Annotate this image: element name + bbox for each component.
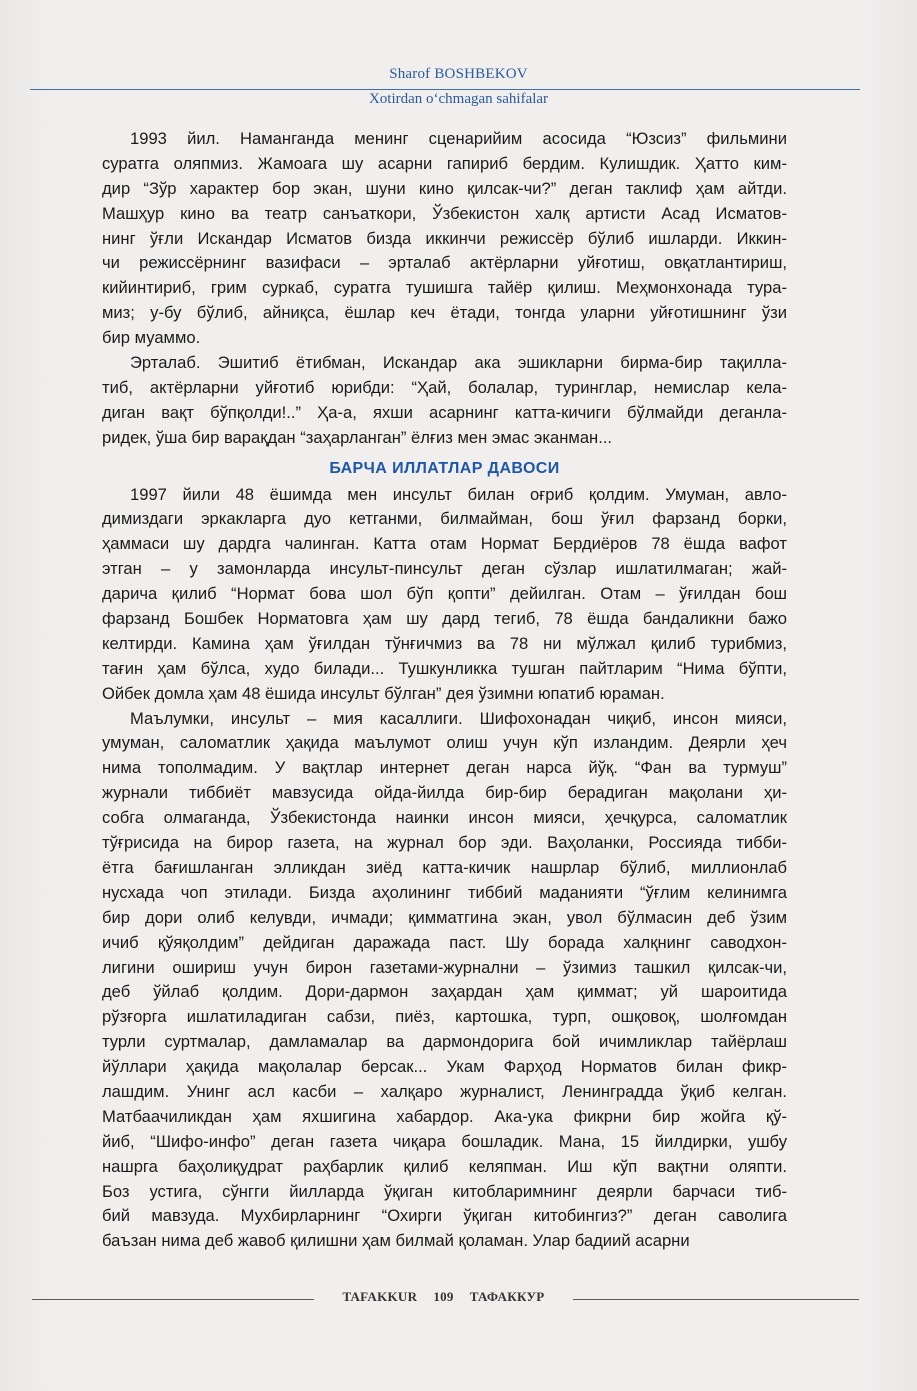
text-line: бир муаммо. bbox=[102, 328, 201, 348]
text-line: Эрталаб. Эшитиб ётибман, Искандар ака эшикларни бирма-бир тақилла- bbox=[130, 353, 787, 373]
text-line: фарзанд Бошбек Норматовга ҳам шу дард тегиб, 78 ёшда бандаликни бажо bbox=[102, 609, 787, 629]
text-line: умуман, саломатлик ҳақида маълумот олиш учун кўп изландим. Деярли ҳеч bbox=[102, 733, 787, 753]
text-line: лигини ошириш учун бирон газетами-журнални – ўзимиз ташкил қилсак-чи, bbox=[102, 957, 787, 977]
text-line: нусхада чоп этилади. Бизда аҳолининг тиббий маданияти “ўғлим келинимга bbox=[102, 882, 787, 902]
footer-rule-left bbox=[32, 1299, 314, 1300]
section-title: БАРЧА ИЛЛАТЛАР ДАВОСИ bbox=[329, 459, 560, 477]
intro-paragraphs bbox=[102, 127, 787, 451]
text-line: лашдим. Унинг асл касби – халқаро журналист, Ленинградда ўқиб келган. bbox=[102, 1081, 787, 1101]
text-line: Боз устига, сўнгги йилларда ўқиган китобларимнинг деярли барчаси тиб- bbox=[102, 1181, 787, 1201]
text-line: Машҳур кино ва театр санъаткори, Ўзбекистон халқ артисти Асад Исматов- bbox=[102, 203, 787, 223]
footer-magazine-latin: TAFAKKUR bbox=[342, 1289, 418, 1304]
text-line: йиб, “Шифо-инфо” деган газета чиқара бошладик. Мана, 15 йилдирки, ушбу bbox=[102, 1131, 787, 1151]
text-line: этган – у замонларда инсульт-пинсульт деган сўзлар ишлатилмаган; жай- bbox=[102, 559, 787, 579]
section-paragraphs bbox=[102, 483, 787, 1255]
paragraph bbox=[102, 707, 787, 1255]
header-author: Sharof BOSHBEKOV bbox=[389, 66, 528, 82]
text-line: нима тополмадим. У вақтлар интернет деган нарса йўқ. “Фан ва турмуш” bbox=[102, 758, 787, 778]
text-line: нинг ўғли Искандар Исматов бизда иккинчи режиссёр бўлиб ишларди. Иккин- bbox=[102, 228, 787, 248]
text-line: диган вақт бўпқолди!..” Ҳа-а, яхши асарнинг катта-кичиги бўлмайди деганла- bbox=[102, 402, 787, 422]
text-line: 1997 йили 48 ёшимда мен инсульт билан оғриб қолдим. Умуман, авло- bbox=[130, 484, 787, 504]
text-line: Матбаачиликдан ҳам яхшигина хабардор. Ака-ука фикрни бир жойга қў- bbox=[102, 1106, 787, 1126]
text-line: ҳаммаси шу дардга чалинган. Катта отам Нормат Бердиёров 78 ёшда вафот bbox=[102, 534, 787, 554]
text-line: йўллари ҳақида мақолалар берсак... Укам Фарҳод Норматов билан фикр- bbox=[102, 1057, 787, 1077]
page-number: 109 bbox=[433, 1289, 454, 1304]
paragraph bbox=[102, 351, 787, 451]
footer-rule-right bbox=[573, 1299, 859, 1300]
text-line: ётга бағишланган элликдан зиёд катта-кичик нашрлар бўлиб, миллионлаб bbox=[102, 857, 787, 877]
text-line: миз; у-бу бўлиб, айниқса, ёшлар кеч ётади, тонгда уларни уйғотишнинг ўзи bbox=[102, 303, 787, 323]
text-line: Маълумки, инсульт – мия касаллиги. Шифохонадан чиқиб, инсон мияси, bbox=[130, 708, 787, 728]
text-line: келтирди. Камина ҳам ўғилдан тўнғичмиз ва 78 ни мўлжал қилиб турибмиз, bbox=[102, 633, 787, 653]
running-footer bbox=[0, 1289, 917, 1309]
text-line: 1993 йил. Наманганда менинг сценарийим асосида “Юзсиз” фильмини bbox=[130, 129, 787, 148]
footer-text bbox=[314, 1289, 573, 1305]
text-line: кийинтириб, грим суркаб, суратга тушишга тайёр қилиш. Меҳмонхонада тура- bbox=[102, 278, 787, 298]
text-line: бир дори олиб келувди, ичмади; қимматгина экан, увол бўлмасин деб ўзим bbox=[102, 907, 787, 927]
header-subtitle: Xotirdan o‘chmagan sahifalar bbox=[368, 91, 549, 107]
text-line: собга олмаганда, Ўзбекистонда наинки инсон мияси, ҳечқурса, саломатлик bbox=[102, 808, 787, 828]
text-line: тиб, актёрларни уйғотиб юрибди: “Ҳай, болалар, туринглар, немислар кела- bbox=[102, 377, 787, 397]
text-line: баъзан нима деб жавоб қилишни ҳам билмай қоламан. Улар бадиий асарни bbox=[102, 1231, 690, 1251]
text-line: чи режиссёрнинг вазифаси – эрталаб актёрларни уйғотиш, овқатлантириш, bbox=[102, 253, 787, 273]
text-line: нашрга баҳолиқудрат раҳбарлик қилиб келяпман. Иш кўп вақтни оляпти. bbox=[102, 1156, 787, 1176]
header-rule bbox=[30, 89, 860, 90]
text-line: деб ўйлаб қолдим. Дори-дармон заҳардан ҳам қиммат; уй шароитида bbox=[102, 982, 787, 1002]
text-line: журнали тиббиёт мавзусида ойда-йилда бир-бир берадиган мақолани ҳи- bbox=[102, 783, 787, 803]
text-line: бий мавзуда. Мухбирларнинг “Охирги ўқиган китобингиз?” деган саволига bbox=[102, 1206, 787, 1226]
footer-magazine-cyrillic: ТАФАККУР bbox=[469, 1289, 545, 1304]
text-line: дарича қилиб “Нормат бова шол бўп қопти” дейилган. Отам – ўғилдан бош bbox=[102, 584, 787, 604]
text-line: димиздаги эркакларга дуо кетганми, билмайман, бош ўғил фарзанд борки, bbox=[102, 509, 787, 529]
page-body bbox=[102, 127, 787, 1254]
text-line: Ойбек домла ҳам 48 ёшида инсульт бўлган” дея ўзимни юпатиб юраман. bbox=[102, 683, 665, 703]
text-line: дир “Зўр характер бор экан, шуни кино қилсак-чи?” деган таклиф ҳам айтди. bbox=[102, 178, 787, 198]
text-line: ичиб қўяқолдим” дейдиган даражада паст. Шу борада халқнинг саводхон- bbox=[102, 932, 787, 952]
text-line: тўғрисида на бирор газета, на журнал бор эди. Ваҳоланки, Россияда тибби- bbox=[102, 833, 787, 853]
paragraph bbox=[102, 483, 787, 707]
text-line: тағин ҳам бўлса, худо билади... Тушкунликка тушган пайтларим “Нима бўпти, bbox=[102, 658, 787, 678]
text-line: рўзғорга ишлатиладиган сабзи, пиёз, картошка, турп, ошқовоқ, шолғомдан bbox=[102, 1007, 787, 1027]
paragraph bbox=[102, 127, 787, 351]
text-line: суратга оляпмиз. Жамоага шу асарни гапириб бердим. Кулишдик. Ҳатто ким- bbox=[102, 153, 787, 173]
text-line: турли суртмалар, дамламалар ва дармондорига бой ичимликлар тайёрлаш bbox=[102, 1032, 787, 1052]
text-line: ридек, ўша бир варақдан “заҳарланган” ёлғиз мен эмас эканман... bbox=[102, 427, 613, 447]
